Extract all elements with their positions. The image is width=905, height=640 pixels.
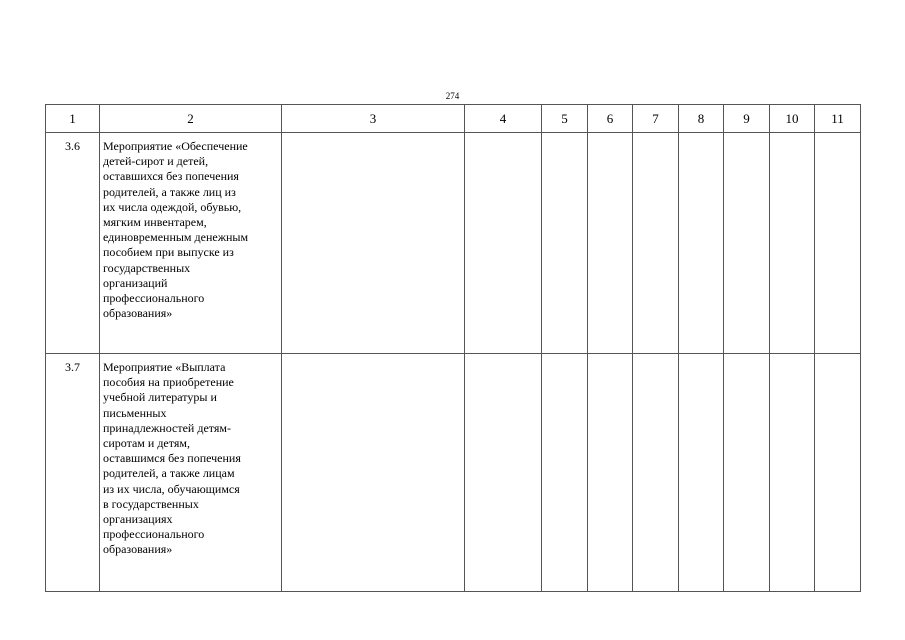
- empty-cell: [724, 133, 770, 354]
- column-header: 8: [679, 105, 724, 133]
- column-header: 9: [724, 105, 770, 133]
- row-number: 3.7: [46, 354, 100, 592]
- empty-cell: [633, 354, 679, 592]
- empty-cell: [588, 354, 633, 592]
- measure-description: Мероприятие «Обеспечение детей-сирот и детей, оставшихся без попечения родителей, а также лиц из их числа одеждой, обувью, мягким инвентарем, единовременным денежным пособием при выпуске из государственных организаций профессионального образования»: [100, 133, 282, 354]
- column-header: 4: [465, 105, 542, 133]
- empty-cell: [465, 354, 542, 592]
- empty-cell: [588, 133, 633, 354]
- empty-cell: [542, 354, 588, 592]
- page-number: 274: [445, 91, 460, 101]
- empty-cell: [724, 354, 770, 592]
- column-header: 11: [815, 105, 861, 133]
- empty-cell: [770, 354, 815, 592]
- column-header: 3: [282, 105, 465, 133]
- column-header: 1: [46, 105, 100, 133]
- column-header: 7: [633, 105, 679, 133]
- column-header: 6: [588, 105, 633, 133]
- table-row: [46, 133, 861, 354]
- column-header: 10: [770, 105, 815, 133]
- empty-cell: [465, 133, 542, 354]
- empty-cell: [679, 133, 724, 354]
- measure-description: Мероприятие «Выплата пособия на приобретение учебной литературы и письменных принадлежностей детям- сиротам и детям, оставшимся без попечения родителей, а также лицам из их числа, обучающимся в государственных организациях профессионального образования»: [100, 354, 282, 592]
- row-number: 3.6: [46, 133, 100, 354]
- empty-cell: [679, 354, 724, 592]
- table-header-row: [46, 105, 861, 133]
- table-row: [46, 354, 861, 592]
- column-header: 5: [542, 105, 588, 133]
- empty-cell: [282, 133, 465, 354]
- empty-cell: [815, 133, 861, 354]
- empty-cell: [282, 354, 465, 592]
- column-header: 2: [100, 105, 282, 133]
- empty-cell: [815, 354, 861, 592]
- main-table: [45, 104, 861, 592]
- empty-cell: [633, 133, 679, 354]
- empty-cell: [542, 133, 588, 354]
- empty-cell: [770, 133, 815, 354]
